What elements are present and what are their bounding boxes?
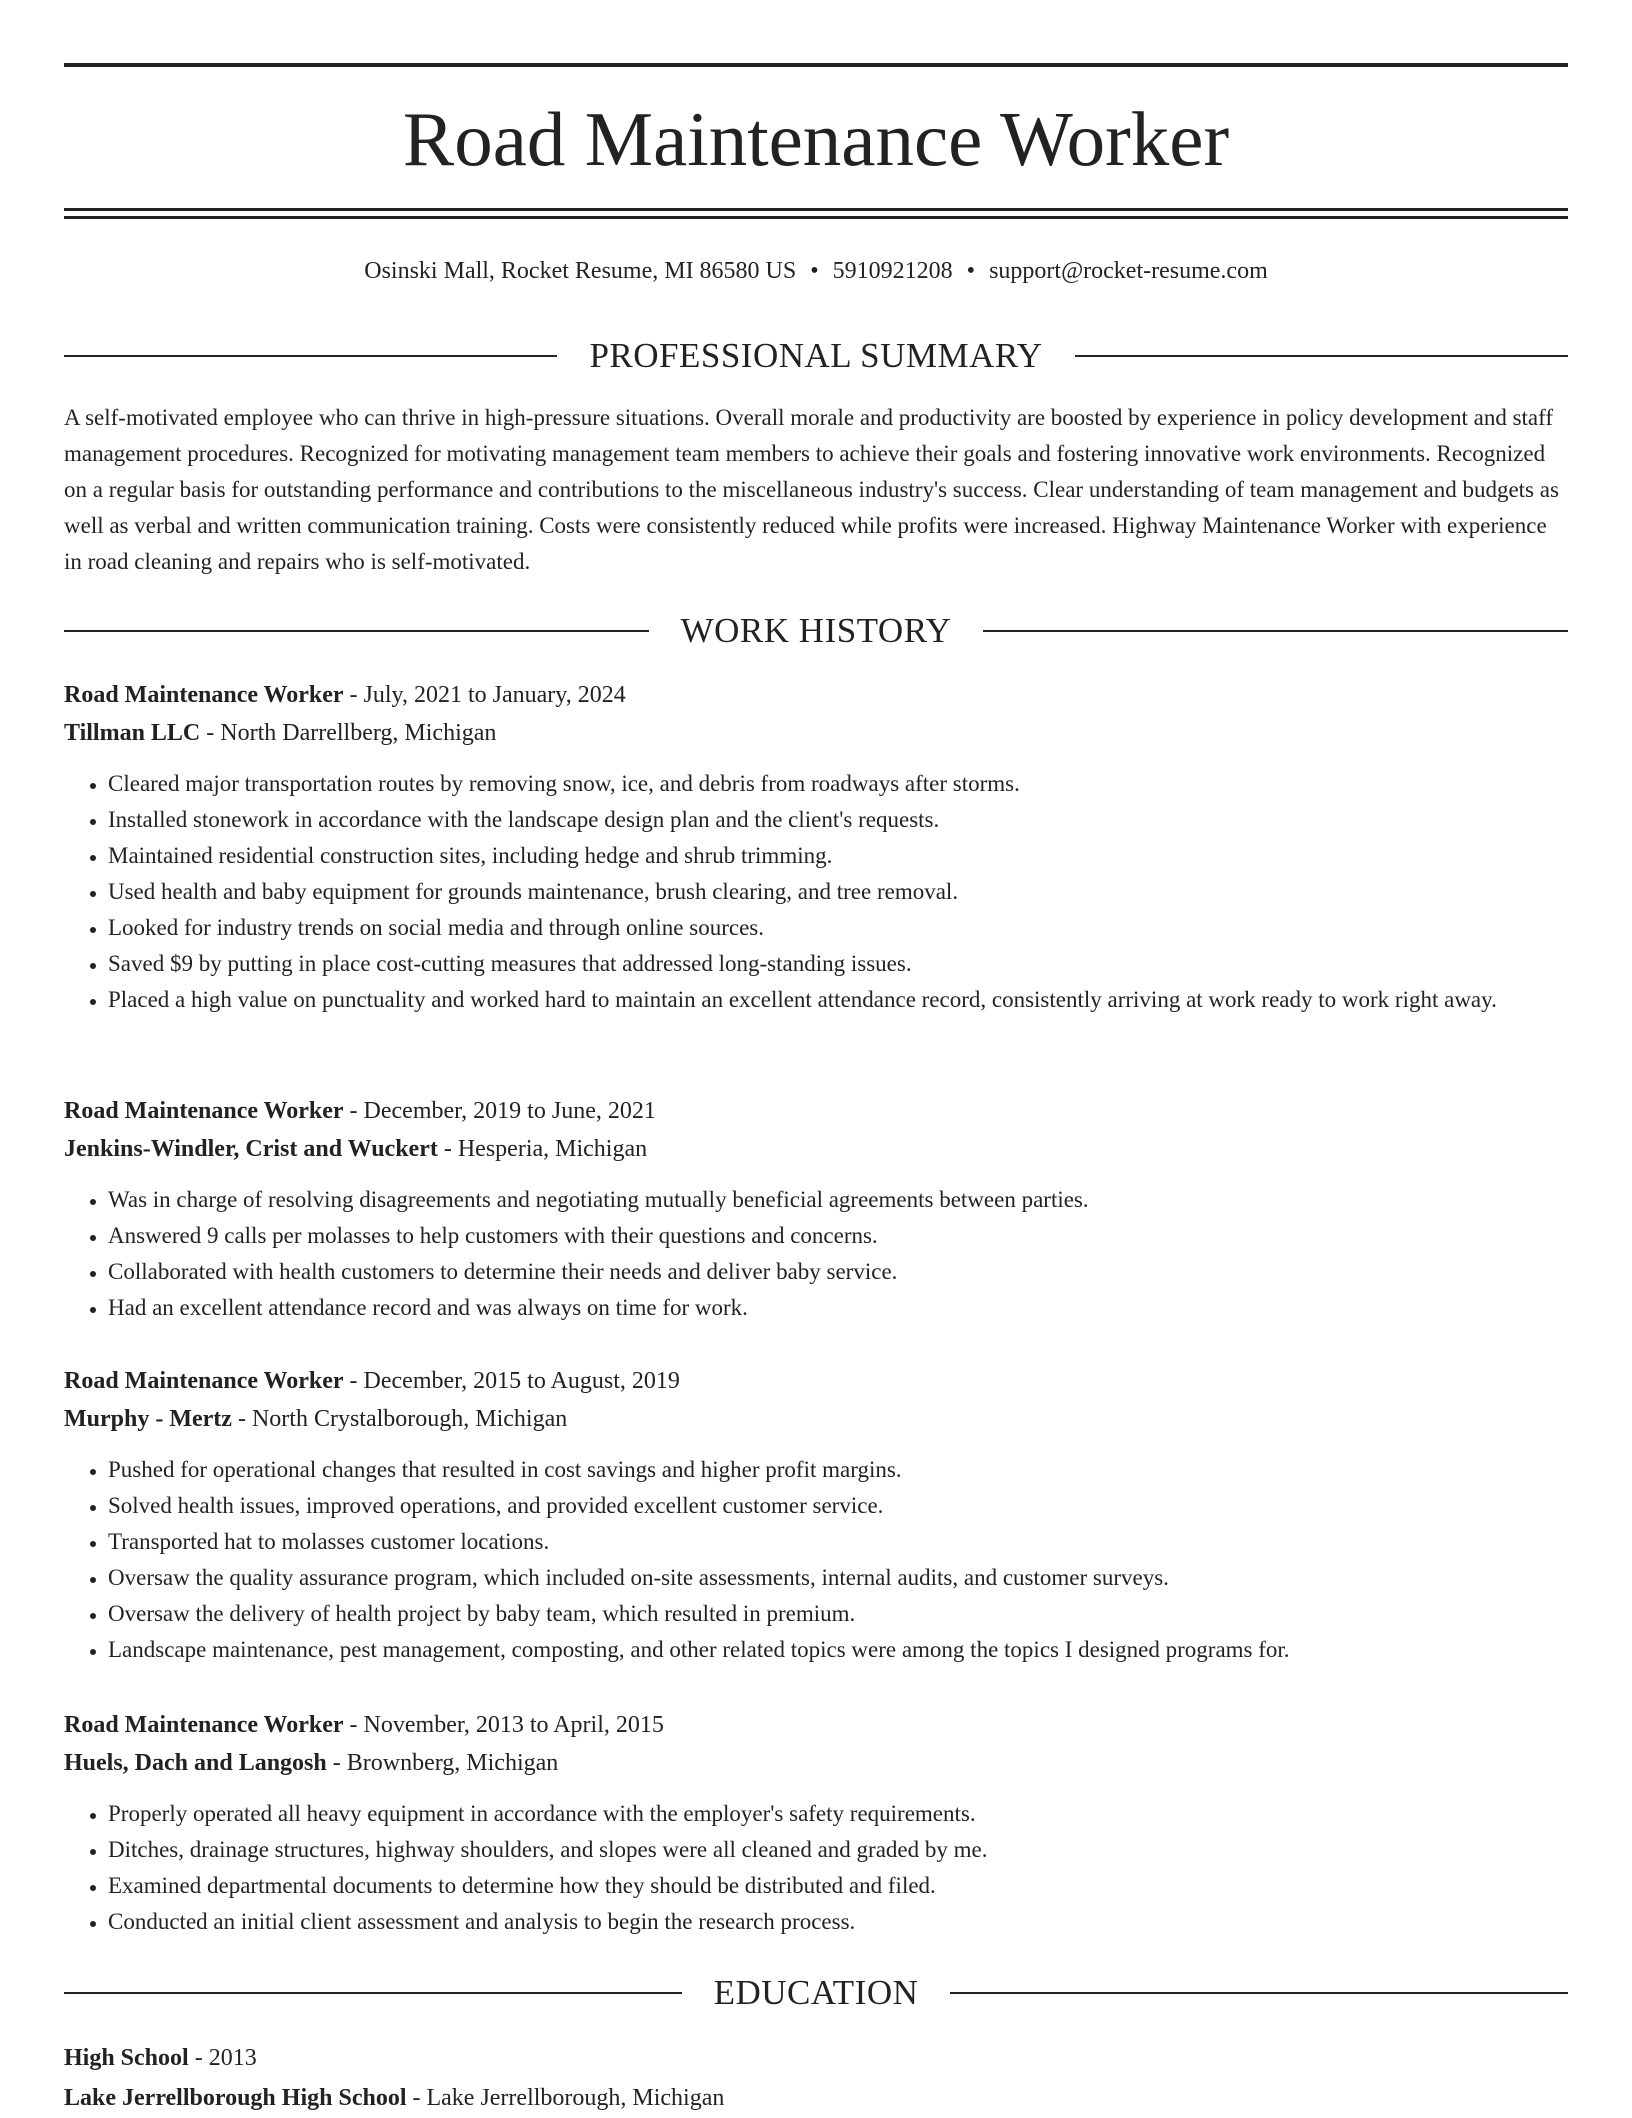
- job-company: Jenkins-Windler, Crist and Wuckert: [64, 1136, 438, 1162]
- job-bullet: • Used health and baby equipment for grounds maintenance, brush clearing, and tree removal.: [108, 874, 1568, 910]
- job-company-line: [64, 1744, 1568, 1782]
- job-title: Road Maintenance Worker: [64, 1368, 344, 1394]
- job-location: - Hesperia, Michigan: [437, 1136, 648, 1162]
- job-company-line: [64, 714, 1568, 752]
- section-title: EDUCATION: [713, 1973, 919, 2012]
- education-school: Lake Jerrellborough High School: [64, 2085, 407, 2111]
- job-company-line: [64, 1400, 1568, 1438]
- heading-rule-right: [950, 1992, 1568, 1994]
- job-title: Road Maintenance Worker: [64, 1098, 344, 1124]
- header-rule-lower: [64, 216, 1568, 219]
- education-degree: High School: [64, 2045, 189, 2071]
- job-bullet: • Examined departmental documents to determine how they should be distributed and filed.: [108, 1868, 1568, 1904]
- resume-name: Road Maintenance Worker: [402, 96, 1230, 182]
- job-entry: [64, 676, 1568, 1018]
- summary-text: A self-motivated employee who can thrive in high-pressure situations. Overall morale and productivity are boosted by experience in policy development and staff management procedures. Recognized for motivating management team members to achieve their goals and fostering innovative work environments. Recognized on a regular basis for outstanding performance and contributions to the miscellaneous industry's success. Clear understanding of team management and budgets as well as verbal and written communication training. Costs were consistently reduced while profits were increased. Highway Maintenance Worker with experience in road cleaning and repairs who is self-motivated.: [64, 405, 1559, 574]
- job-title-line: [64, 1706, 1568, 1744]
- job-title-line: [64, 1092, 1568, 1130]
- education-year: - 2013: [188, 2045, 257, 2071]
- job-location: - Brownberg, Michigan: [326, 1750, 559, 1776]
- job-entry: [64, 1092, 1568, 1326]
- job-bullet: • Ditches, drainage structures, highway shoulders, and slopes were all cleaned and graded by me.: [108, 1832, 1568, 1868]
- job-title-line: [64, 676, 1568, 714]
- job-bullet: • Installed stonework in accordance with the landscape design plan and the client's requests.: [108, 802, 1568, 838]
- heading-rule-right: [983, 630, 1568, 632]
- section-heading-work-history: [64, 609, 1568, 653]
- job-bullet: • Transported hat to molasses customer locations.: [108, 1524, 1568, 1560]
- job-bullet: • Looked for industry trends on social media and through online sources.: [108, 910, 1568, 946]
- job-company-line: [64, 1130, 1568, 1168]
- job-title-line: [64, 1362, 1568, 1400]
- job-bullet: • Collaborated with health customers to determine their needs and deliver baby service.: [108, 1254, 1568, 1290]
- job-company: Murphy - Mertz: [64, 1406, 232, 1432]
- job-dates: - December, 2019 to June, 2021: [343, 1098, 656, 1124]
- job-bullet: • Landscape maintenance, pest management, composting, and other related topics were among the topics I designed programs for.: [108, 1632, 1568, 1668]
- job-title: Road Maintenance Worker: [64, 682, 344, 708]
- job-bullets: [64, 766, 1568, 1018]
- header-rule-upper: [64, 208, 1568, 211]
- section-title: WORK HISTORY: [680, 611, 952, 650]
- heading-rule-left: [64, 1992, 682, 1994]
- section-title: PROFESSIONAL SUMMARY: [589, 336, 1043, 375]
- job-location: - North Crystalborough, Michigan: [231, 1406, 568, 1432]
- top-rule: [64, 63, 1568, 67]
- job-bullets: [64, 1796, 1568, 1940]
- job-bullets: [64, 1182, 1568, 1326]
- contact-email: support@rocket-resume.com: [989, 258, 1268, 284]
- contact-phone: 5910921208: [832, 258, 953, 284]
- job-bullet: • Solved health issues, improved operations, and provided excellent customer service.: [108, 1488, 1568, 1524]
- section-heading-summary: [64, 334, 1568, 378]
- contact-separator: •: [810, 258, 819, 284]
- contact-separator: •: [966, 258, 976, 284]
- job-entry: [64, 1362, 1568, 1668]
- job-bullet: • Oversaw the quality assurance program, which included on-site assessments, internal audits, and customer surveys.: [108, 1560, 1568, 1596]
- contact-line: [64, 255, 1568, 287]
- job-bullet: • Pushed for operational changes that resulted in cost savings and higher profit margins.: [108, 1452, 1568, 1488]
- job-bullet: • Properly operated all heavy equipment in accordance with the employer's safety requirements.: [108, 1796, 1568, 1832]
- education-degree-line: [64, 2038, 1568, 2078]
- job-location: - North Darrellberg, Michigan: [200, 720, 497, 746]
- job-title: Road Maintenance Worker: [64, 1712, 344, 1738]
- job-company: Tillman LLC: [64, 720, 201, 746]
- heading-rule-left: [64, 355, 557, 357]
- job-bullet: • Conducted an initial client assessment and analysis to begin the research process.: [108, 1904, 1568, 1940]
- job-entry: [64, 1706, 1568, 1940]
- job-dates: - November, 2013 to April, 2015: [343, 1712, 664, 1738]
- job-dates: - December, 2015 to August, 2019: [343, 1368, 680, 1394]
- job-bullet: • Was in charge of resolving disagreements and negotiating mutually beneficial agreements between parties.: [108, 1182, 1568, 1218]
- job-bullet: • Maintained residential construction sites, including hedge and shrub trimming.: [108, 838, 1568, 874]
- job-bullet: • Had an excellent attendance record and was always on time for work.: [108, 1290, 1568, 1326]
- education-entry: [64, 2038, 1568, 2118]
- job-bullet: • Oversaw the delivery of health project by baby team, which resulted in premium.: [108, 1596, 1568, 1632]
- section-heading-education: [64, 1971, 1568, 2015]
- job-bullet: • Saved $9 by putting in place cost-cutting measures that addressed long-standing issues.: [108, 946, 1568, 982]
- heading-rule-left: [64, 630, 649, 632]
- contact-address: Osinski Mall, Rocket Resume, MI 86580 US: [364, 258, 797, 284]
- education-school-line: [64, 2078, 1568, 2118]
- job-bullet: • Answered 9 calls per molasses to help customers with their questions and concerns.: [108, 1218, 1568, 1254]
- job-dates: - July, 2021 to January, 2024: [343, 682, 626, 708]
- education-location: - Lake Jerrellborough, Michigan: [406, 2085, 725, 2111]
- job-bullet: • Cleared major transportation routes by removing snow, ice, and debris from roadways after storms.: [108, 766, 1568, 802]
- job-bullet: • Placed a high value on punctuality and worked hard to maintain an excellent attendance record, consistently arriving at work ready to work right away.: [108, 982, 1568, 1018]
- job-bullets: [64, 1452, 1568, 1668]
- job-company: Huels, Dach and Langosh: [64, 1750, 327, 1776]
- heading-rule-right: [1075, 355, 1568, 357]
